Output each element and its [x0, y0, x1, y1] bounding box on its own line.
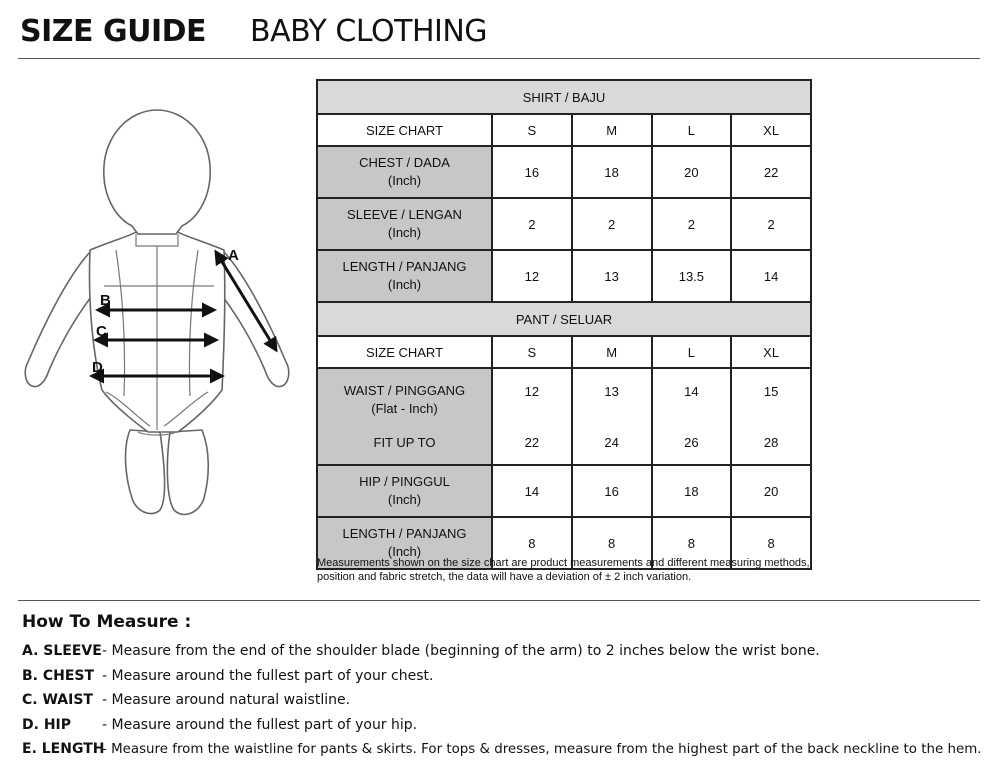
list-item: A. SLEEVE - Measure from the end of the shoulder blade (beginning of the arm) to 2 inches below the wrist bone. [22, 643, 820, 660]
pant-size-s: S [492, 336, 572, 368]
pant-size-l: L [652, 336, 732, 368]
shirt-row-sleeve [317, 198, 811, 250]
cell: 8 [731, 517, 811, 569]
row-label: LENGTH / PANJANG (Inch) [317, 517, 492, 569]
label-a: A [228, 247, 239, 264]
cell: 13 24 [572, 368, 652, 465]
row-label: CHEST / DADA (Inch) [317, 146, 492, 198]
shirt-size-l: L [652, 114, 732, 146]
page-header [20, 14, 487, 54]
cell: 8 [492, 517, 572, 569]
list-item: D. HIP - Measure around the fullest part of your hip. [22, 716, 418, 733]
how-to-measure-title: How To Measure : [22, 612, 192, 632]
head-shape [104, 110, 210, 234]
top-divider [18, 58, 980, 59]
cell: 22 [731, 146, 811, 198]
baby-measurement-diagram [18, 100, 298, 540]
middle-divider [18, 600, 980, 601]
cell: 16 [572, 465, 652, 517]
measurement-note: Measurements shown on the size chart are product measurements and different measuring methods, position and fabric stretch, the data will have a deviation of ± 2 inch variation. [317, 557, 810, 583]
cell: 2 [572, 198, 652, 250]
cell: 15 28 [731, 368, 811, 465]
pant-size-chart-label: SIZE CHART [317, 336, 492, 368]
cell: 18 [572, 146, 652, 198]
how-to-measure-list [22, 639, 997, 762]
pant-row-hip [317, 465, 811, 517]
pant-size-xl: XL [731, 336, 811, 368]
cell: 14 [731, 250, 811, 302]
cell: 8 [572, 517, 652, 569]
cell: 8 [652, 517, 732, 569]
row-label: LENGTH / PANJANG (Inch) [317, 250, 492, 302]
row-label: HIP / PINGGUL (Inch) [317, 465, 492, 517]
shirt-row-chest [317, 146, 811, 198]
cell: 13 [572, 250, 652, 302]
cell: 12 [492, 250, 572, 302]
shirt-size-xl: XL [731, 114, 811, 146]
row-label: SLEEVE / LENGAN (Inch) [317, 198, 492, 250]
label-b: B [100, 292, 111, 309]
cell: 2 [731, 198, 811, 250]
pant-size-m: M [572, 336, 652, 368]
cell: 16 [492, 146, 572, 198]
row-label: WAIST / PINGGANG (Flat - Inch) FIT UP TO [317, 368, 492, 465]
cell: 20 [731, 465, 811, 517]
shirt-size-s: S [492, 114, 572, 146]
cell: 20 [652, 146, 732, 198]
cell: 18 [652, 465, 732, 517]
list-item: C. WAIST - Measure around natural waistline. [22, 692, 351, 709]
shirt-size-chart-label: SIZE CHART [317, 114, 492, 146]
page-subtitle: BABY CLOTHING [250, 14, 488, 49]
left-arm-shape [25, 252, 98, 387]
right-leg-shape [167, 430, 208, 514]
shirt-size-m: M [572, 114, 652, 146]
cell: 2 [652, 198, 732, 250]
pant-row-waist [317, 368, 811, 465]
list-item: E. LENGTH - Measure from the waistline for pants & skirts. For tops & dresses, measure from the highest part of the back neckline to the hem. [22, 741, 982, 758]
pant-section-title: PANT / SELUAR [317, 302, 811, 336]
left-leg-shape [126, 430, 165, 514]
cell: 2 [492, 198, 572, 250]
cell: 13.5 [652, 250, 732, 302]
cell: 12 22 [492, 368, 572, 465]
label-c: C [96, 323, 107, 340]
cell: 14 26 [652, 368, 732, 465]
cell: 14 [492, 465, 572, 517]
shirt-section-title: SHIRT / BAJU [317, 80, 811, 114]
shirt-row-length [317, 250, 811, 302]
size-chart-table [316, 79, 812, 570]
label-d: D [92, 359, 103, 376]
page-title: SIZE GUIDE [20, 14, 207, 49]
list-item: B. CHEST - Measure around the fullest part of your chest. [22, 667, 434, 684]
